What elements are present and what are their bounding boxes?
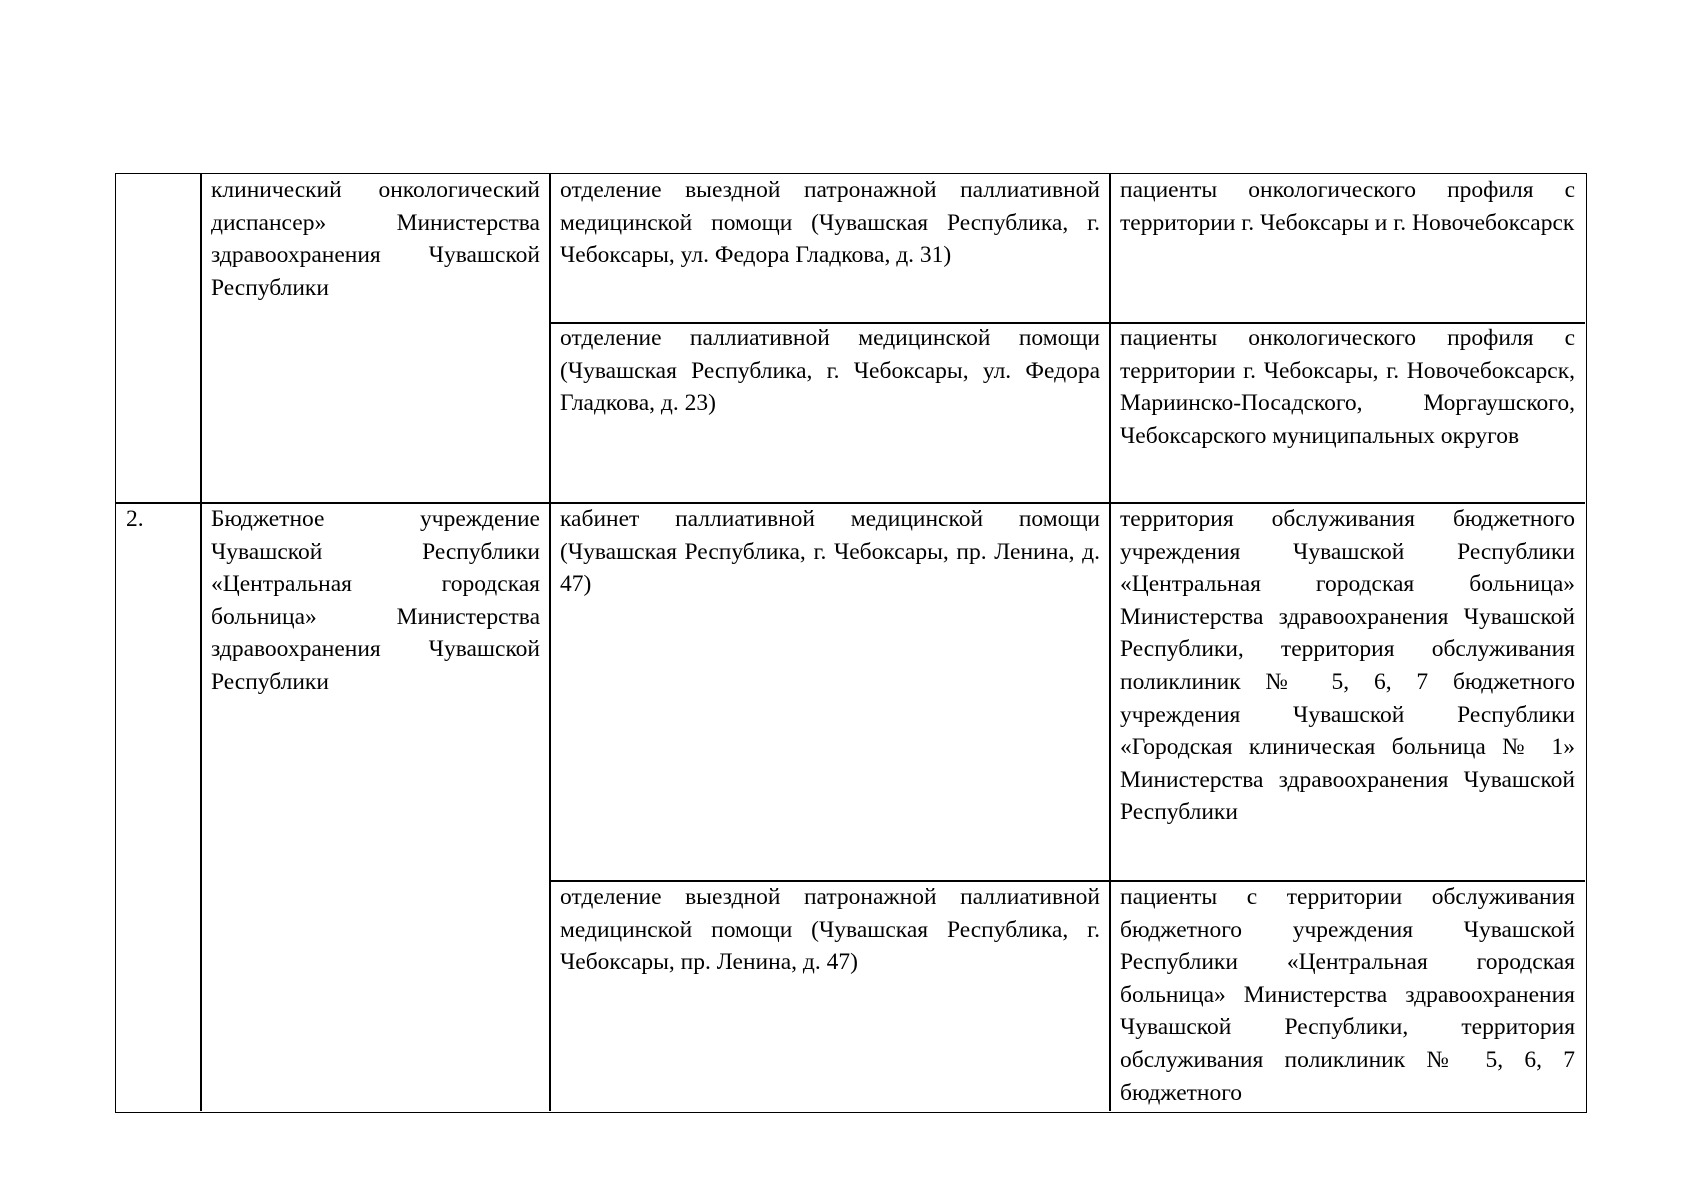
unit-cell: отделение выездной патронажной паллиативной медицинской помощи (Чувашская Республика, г. Чебоксары, ул. Федора Гладкова, д. 31) [560, 177, 1100, 269]
column-divider [1109, 174, 1111, 1111]
organization-cell: Бюджетное учреждение Чувашской Республики «Центральная городская больница» Министерства здравоохранения Чувашской Республики [211, 506, 540, 695]
patients-cell: пациенты онкологического профиля с территории г. Чебоксары и г. Новочебоксарск [1120, 177, 1575, 236]
unit-cell: отделение паллиативной медицинской помощи (Чувашская Республика, г. Чебоксары, ул. Федора Гладкова, д. 23) [560, 325, 1100, 417]
unit-cell: кабинет паллиативной медицинской помощи (Чувашская Республика, г. Чебоксары, пр. Ленина, д. 47) [560, 506, 1100, 598]
patients-cell: пациенты онкологического профиля с территории г. Чебоксары, г. Новочебоксарск, Мариинско-Посадского, Моргаушского, Чебоксарского муниципальных округов [1120, 325, 1575, 449]
palliative-care-table [115, 173, 1587, 1113]
row-number-cell: 2. [126, 506, 144, 532]
unit-cell: отделение выездной патронажной паллиативной медицинской помощи (Чувашская Республика, г. Чебоксары, пр. Ленина, д. 47) [560, 884, 1100, 976]
column-divider [549, 174, 551, 1111]
patients-cell: территория обслуживания бюджетного учреждения Чувашской Республики «Центральная городская больница» Министерства здравоохранения Чувашской Республики, территория обслуживания поликлиник № 5, 6, 7 бюджетного учреждения Чувашской Республики «Городская клиническая больница № 1» Министерства здравоохранения Чувашской Республики [1120, 506, 1575, 826]
organization-cell: клинический онкологический диспансер» Министерства здравоохранения Чувашской Республики [211, 177, 540, 301]
patients-cell: пациенты с территории обслуживания бюджетного учреждения Чувашской Республики «Центральная городская больница» Министерства здравоохранения Чувашской Республики, территория обслуживания поликлиник № 5, 6, 7 бюджетного [1120, 884, 1575, 1106]
column-divider [200, 174, 202, 1111]
